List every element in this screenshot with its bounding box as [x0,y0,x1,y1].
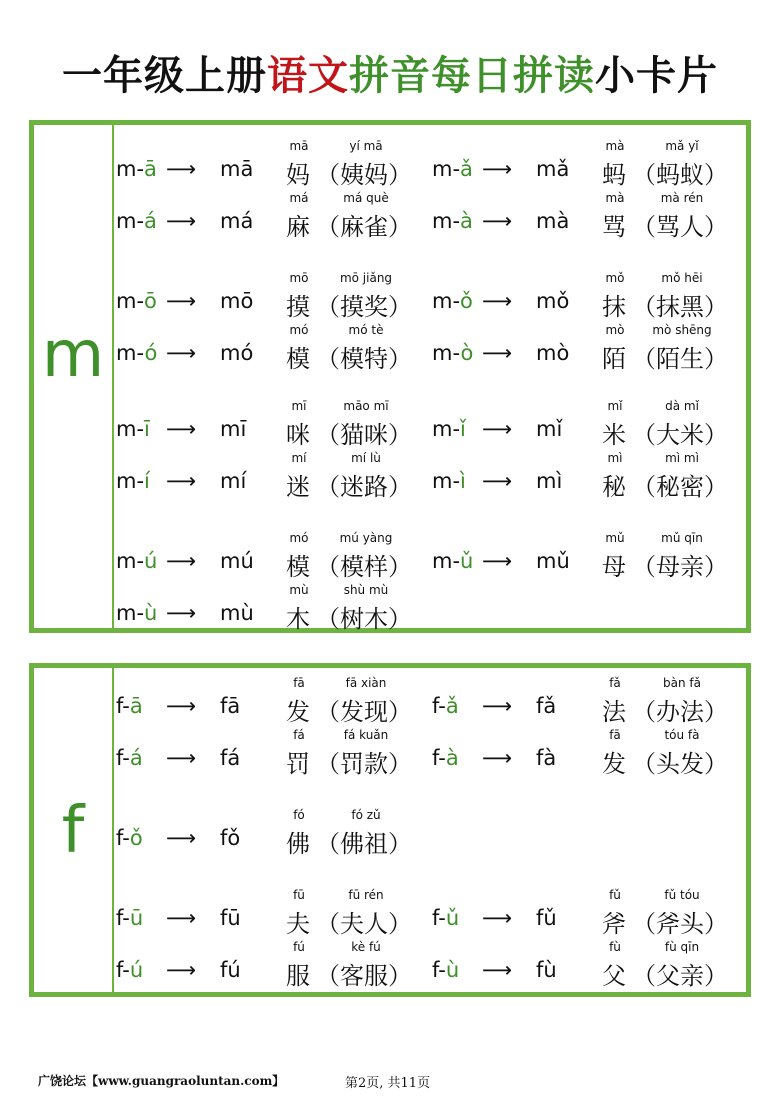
syllable-result: mī [220,417,247,441]
syllable-dash: - [136,157,145,181]
syllable-initial: m [432,289,453,313]
syllable-result: mù [220,601,254,625]
character-pinyin: mà [605,191,625,205]
syllable-vowel: ā [129,694,143,718]
syllable-result: mú [220,549,254,573]
arrow-icon: ⟶ [166,417,197,441]
example-word: （树木） [316,605,412,633]
arrow-icon: ⟶ [482,341,513,365]
syllable-vowel: ō [144,289,157,313]
syllable-spelling [116,746,143,770]
character-pinyin: mò [605,323,625,337]
syllable-result: mó [220,341,254,365]
word-pinyin: mó tè [348,323,384,337]
page-number: 第2页, 共11页 [345,1076,431,1091]
syllable-spelling [116,601,157,625]
arrow-icon: ⟶ [482,469,513,493]
character: 妈 [286,161,310,189]
word-pinyin: fó zǔ [351,808,381,822]
section-initial-m: m [41,318,105,392]
word-pinyin: mò shēng [652,323,712,337]
syllable-vowel: ó [144,341,158,365]
syllable-vowel: ǒ [460,289,473,313]
syllable-dash: - [452,549,461,573]
syllable-spelling [116,958,143,982]
syllable-spelling [116,694,143,718]
syllable-spelling [432,341,473,365]
word-pinyin: mō jiǎng [339,271,393,285]
syllable-result: mō [220,289,254,313]
example-word: （罚款） [316,750,412,778]
syllable-dash: - [122,958,130,982]
character: 骂 [602,213,626,241]
syllable-vowel: ǎ [445,694,459,718]
syllable-result: fǒ [220,826,241,850]
word-pinyin: kè fú [351,940,381,954]
arrow-icon: ⟶ [166,826,197,850]
syllable-result: mǒ [536,289,570,313]
word-pinyin: fǔ tóu [664,888,700,902]
syllable-vowel: à [460,209,473,233]
syllable-initial: m [116,549,137,573]
section-divider [112,668,114,992]
arrow-icon: ⟶ [482,157,513,181]
word-pinyin: shù mù [343,583,389,597]
word-pinyin: bàn fǎ [663,676,701,690]
example-word: （蚂蚁） [632,161,728,189]
section-initial-f: f [61,794,85,868]
word-pinyin: fá kuǎn [343,728,389,742]
character: 母 [602,553,626,581]
character-pinyin: mō [289,271,309,285]
syllable-spelling [116,289,157,313]
title-part-card: 小卡片 [595,52,718,99]
syllable-initial: m [116,469,137,493]
syllable-dash: - [136,469,145,493]
word-pinyin: mú yàng [339,531,393,545]
word-pinyin: yí mā [349,139,383,153]
word-pinyin: mǒ hēi [661,271,703,285]
character: 迷 [286,473,310,501]
footer-site: 广饶论坛【www.guangraoluntan.com】 [38,1074,285,1088]
example-word: （姨妈） [316,161,412,189]
syllable-dash: - [122,694,130,718]
character-pinyin: mǔ [605,531,625,545]
character: 发 [286,698,310,726]
character: 蚂 [602,161,626,189]
section-card-m [29,120,751,633]
syllable-result: má [220,209,254,233]
syllable-initial: f [116,826,123,850]
arrow-icon: ⟶ [482,417,513,441]
character-pinyin: fā [609,728,621,742]
example-word: （佛祖） [316,830,412,858]
character: 咪 [286,421,310,449]
syllable-vowel: ǔ [460,549,474,573]
example-word: （客服） [316,962,412,990]
title-part-grade: 一年级上册 [62,52,267,99]
character: 斧 [602,910,626,938]
example-word: （头发） [632,750,728,778]
syllable-dash: - [136,417,145,441]
character-pinyin: mì [607,451,623,465]
syllable-vowel: ǎ [460,157,473,181]
syllable-initial: f [116,906,123,930]
syllable-initial: m [432,209,453,233]
syllable-vowel: í [144,469,150,493]
syllable-result: mā [220,157,254,181]
syllable-initial: m [432,417,453,441]
syllable-vowel: ǒ [129,826,143,850]
arrow-icon: ⟶ [482,694,513,718]
syllable-vowel: ā [144,157,157,181]
syllable-result: fā [220,694,241,718]
character-pinyin: fǔ [609,888,621,902]
syllable-dash: - [438,958,446,982]
title-part-subject: 语文 [267,52,349,99]
syllable-dash: - [136,549,145,573]
syllable-result: mí [220,469,247,493]
syllable-initial: f [432,906,439,930]
syllable-result: fà [536,746,557,770]
example-word: （夫人） [316,910,412,938]
syllable-spelling [432,746,459,770]
syllable-initial: f [432,694,439,718]
character: 抹 [602,293,626,321]
syllable-dash: - [136,209,145,233]
syllable-result: mǐ [536,417,563,441]
character: 麻 [286,213,310,241]
character-pinyin: fǎ [609,676,621,690]
syllable-spelling [432,549,473,573]
character-pinyin: fá [293,728,305,742]
syllable-vowel: ì [460,469,466,493]
syllable-spelling [432,417,466,441]
syllable-spelling [116,826,143,850]
example-word: （母亲） [632,553,728,581]
syllable-spelling [116,469,150,493]
example-word: （摸奖） [316,293,412,321]
arrow-icon: ⟶ [482,289,513,313]
syllable-spelling [116,209,157,233]
word-pinyin: fā xiàn [345,676,387,690]
syllable-result: mǔ [536,549,570,573]
page-title [0,44,780,101]
syllable-dash: - [136,601,145,625]
syllable-initial: m [116,289,137,313]
arrow-icon: ⟶ [166,549,197,573]
syllable-result: mǎ [536,157,570,181]
character-pinyin: mī [291,399,307,413]
syllable-spelling [116,341,157,365]
syllable-vowel: á [129,746,143,770]
syllable-vowel: ī [144,417,150,441]
syllable-dash: - [438,746,446,770]
syllable-result: fū [220,906,241,930]
syllable-result: mì [536,469,563,493]
character: 模 [286,553,310,581]
syllable-initial: m [432,341,453,365]
syllable-vowel: ú [129,958,144,982]
syllable-initial: m [432,549,453,573]
syllable-dash: - [438,906,446,930]
syllable-spelling [432,694,459,718]
character: 摸 [286,293,310,321]
syllable-dash: - [452,341,461,365]
section-divider [112,125,114,628]
syllable-dash: - [452,417,461,441]
word-pinyin: mí lù [351,451,381,465]
example-word: （猫咪） [316,421,412,449]
word-pinyin: má què [343,191,389,205]
syllable-spelling [116,157,157,181]
syllable-result: fú [220,958,241,982]
character: 服 [286,962,310,990]
syllable-vowel: ǔ [445,906,460,930]
syllable-spelling [432,209,473,233]
example-word: （秘密） [632,473,728,501]
character: 夫 [286,910,310,938]
word-pinyin: mǎ yǐ [665,139,699,153]
character-pinyin: mó [289,531,309,545]
character-pinyin: má [289,191,309,205]
arrow-icon: ⟶ [166,958,197,982]
example-word: （模特） [316,345,412,373]
word-pinyin: mǔ qīn [661,531,703,545]
syllable-initial: m [116,601,137,625]
arrow-icon: ⟶ [166,289,197,313]
word-pinyin: māo mī [343,399,389,413]
syllable-spelling [116,549,157,573]
word-pinyin: dà mǐ [665,399,699,413]
character: 模 [286,345,310,373]
syllable-spelling [432,289,473,313]
syllable-vowel: ǐ [460,417,466,441]
character-pinyin: fú [293,940,305,954]
syllable-result: mò [536,341,570,365]
syllable-initial: m [116,209,137,233]
arrow-icon: ⟶ [482,906,513,930]
syllable-vowel: á [144,209,157,233]
example-word: （抹黑） [632,293,728,321]
arrow-icon: ⟶ [482,958,513,982]
syllable-dash: - [122,826,130,850]
example-word: （父亲） [632,962,728,990]
character: 秘 [602,473,626,501]
arrow-icon: ⟶ [166,694,197,718]
syllable-initial: f [116,694,123,718]
syllable-initial: m [432,469,453,493]
arrow-icon: ⟶ [482,746,513,770]
syllable-vowel: ò [460,341,474,365]
syllable-result: fù [536,958,557,982]
word-pinyin: mì mì [665,451,699,465]
character: 罚 [286,750,310,778]
syllable-initial: f [116,958,123,982]
word-pinyin: fū rén [348,888,384,902]
example-word: （迷路） [316,473,412,501]
character-pinyin: fó [293,808,305,822]
example-word: （发现） [316,698,412,726]
example-word: （麻雀） [316,213,412,241]
arrow-icon: ⟶ [166,469,197,493]
word-pinyin: mà rén [660,191,704,205]
syllable-vowel: ù [445,958,460,982]
syllable-initial: f [432,746,439,770]
character-pinyin: mǐ [607,399,623,413]
syllable-result: fǎ [536,694,557,718]
arrow-icon: ⟶ [482,549,513,573]
character-pinyin: mù [289,583,309,597]
character-pinyin: fū [293,888,305,902]
syllable-initial: f [432,958,439,982]
section-card-f [29,663,751,997]
arrow-icon: ⟶ [166,906,197,930]
example-word: （模样） [316,553,412,581]
syllable-result: fá [220,746,241,770]
title-part-topic: 拼音每日拼读 [349,52,595,99]
example-word: （办法） [632,698,728,726]
example-word: （骂人） [632,213,728,241]
word-pinyin: fù qīn [664,940,700,954]
syllable-spelling [116,417,150,441]
character: 木 [286,605,310,633]
arrow-icon: ⟶ [166,341,197,365]
example-word: （大米） [632,421,728,449]
syllable-initial: m [116,157,137,181]
syllable-initial: m [116,417,137,441]
character: 父 [602,962,626,990]
word-pinyin: tóu fà [664,728,700,742]
syllable-spelling [432,157,473,181]
syllable-result: mà [536,209,570,233]
arrow-icon: ⟶ [166,601,197,625]
character-pinyin: mà [605,139,625,153]
character: 陌 [602,345,626,373]
character-pinyin: fā [293,676,305,690]
syllable-vowel: ū [129,906,144,930]
syllable-vowel: à [445,746,459,770]
syllable-dash: - [452,209,461,233]
syllable-dash: - [122,906,130,930]
syllable-vowel: ú [144,549,158,573]
syllable-spelling [432,958,459,982]
character-pinyin: mí [291,451,307,465]
syllable-dash: - [438,694,446,718]
syllable-vowel: ù [144,601,158,625]
syllable-dash: - [136,341,145,365]
character-pinyin: mā [289,139,309,153]
arrow-icon: ⟶ [482,209,513,233]
character-pinyin: fù [609,940,621,954]
syllable-dash: - [452,289,461,313]
syllable-initial: m [432,157,453,181]
character: 法 [602,698,626,726]
syllable-dash: - [452,469,461,493]
arrow-icon: ⟶ [166,209,197,233]
syllable-initial: f [116,746,123,770]
character: 佛 [286,830,310,858]
character: 米 [602,421,626,449]
example-word: （陌生） [632,345,728,373]
character-pinyin: mǒ [605,271,625,285]
syllable-result: fǔ [536,906,557,930]
arrow-icon: ⟶ [166,157,197,181]
character: 发 [602,750,626,778]
syllable-dash: - [452,157,461,181]
syllable-initial: m [116,341,137,365]
syllable-spelling [432,469,466,493]
character-pinyin: mó [289,323,309,337]
syllable-dash: - [136,289,145,313]
example-word: （斧头） [632,910,728,938]
syllable-dash: - [122,746,130,770]
syllable-spelling [116,906,143,930]
arrow-icon: ⟶ [166,746,197,770]
syllable-spelling [432,906,459,930]
